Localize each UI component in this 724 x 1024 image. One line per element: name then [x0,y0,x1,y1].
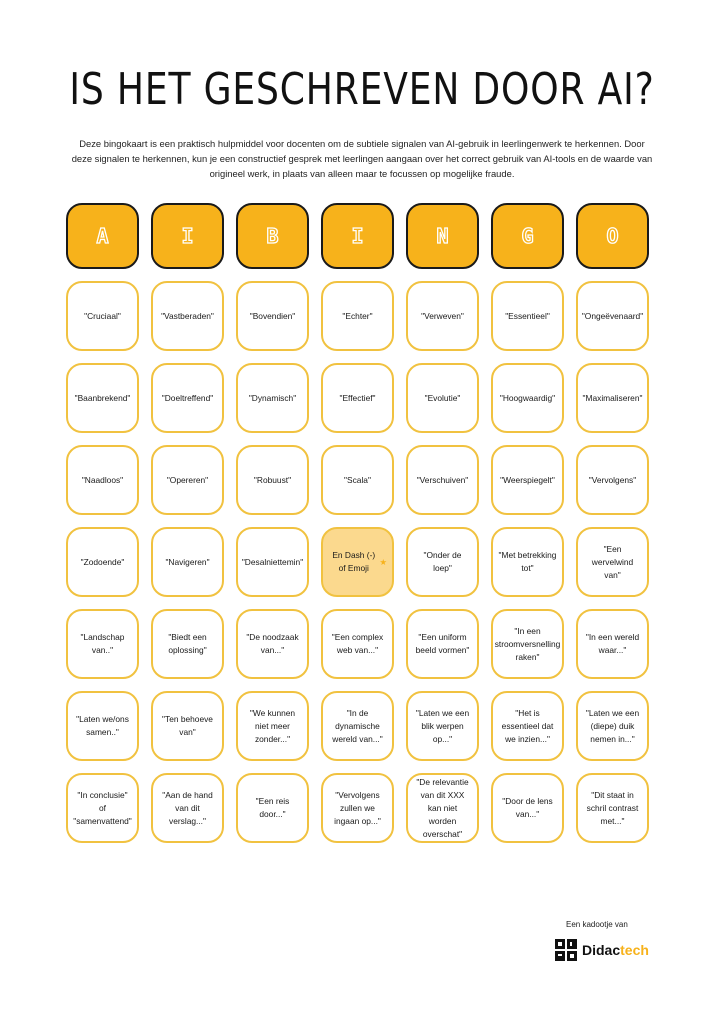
bingo-cell: "Weerspiegelt" [491,445,564,515]
bingo-cell: "Laten we een (diepe) duik nemen in..." [576,691,649,761]
header-cell-i2 [321,203,394,269]
bingo-grid [66,203,651,843]
star-icon: ★ [379,556,387,567]
intro-paragraph: Deze bingokaart is een praktisch hulpmiddel voor docenten om de subtiele signalen van AI-gebruik in leerlingenwerk te herkennen. Door deze signalen te herkennen, kun je een constructief gesprek met leerlingen aangaan over het correct gebruik van AI-tools en de waarde van origineel werk, in plaats van alleen maar te focussen op mogelijke fraude. [71,138,653,179]
bingo-cell: "Robuust" [236,445,309,515]
bingo-cell: "Hoogwaardig" [491,363,564,433]
bingo-cell: "Door de lens van..." [491,773,564,843]
bingo-cell: "Opereren" [151,445,224,515]
header-cell-b [236,203,309,269]
logo-text-accent: tech [620,942,649,958]
bingo-cell: "Bovendien" [236,281,309,351]
bingo-cell: "Evolutie" [406,363,479,433]
bingo-cell: "In een stroomversnelling raken" [491,609,564,679]
header-letter: G [521,224,534,248]
bingo-cell: "Cruciaal" [66,281,139,351]
logo-text-main: Didac [582,942,621,958]
header-letter: I [181,224,194,248]
bingo-cell: "Vastberaden" [151,281,224,351]
bingo-cell: "In conclusie" of "samenvattend" [66,773,139,843]
puzzle-icon [554,938,578,962]
header-cell-i [151,203,224,269]
bingo-cell: "Effectief" [321,363,394,433]
header-cell-g [491,203,564,269]
bingo-cell: "Aan de hand van dit verslag..." [151,773,224,843]
bingo-cell: "Een complex web van..." [321,609,394,679]
bingo-cell: "Onder de loep" [406,527,479,597]
bingo-cell: "Naadloos" [66,445,139,515]
bingo-cell: "Maximaliseren" [576,363,649,433]
bingo-cell: "Dynamisch" [236,363,309,433]
header-cell-n [406,203,479,269]
bingo-cell: "Baanbrekend" [66,363,139,433]
bingo-cell: "We kunnen niet meer zonder..." [236,691,309,761]
bingo-cell: "Dit staat in schril contrast met..." [576,773,649,843]
header-letter: A [96,224,109,248]
bingo-cell: "Een reis door..." [236,773,309,843]
header-cell-o [576,203,649,269]
bingo-cell: "Scala" [321,445,394,515]
header-cell-a [66,203,139,269]
bingo-cell: "Ten behoeve van" [151,691,224,761]
bingo-cell: "De noodzaak van..." [236,609,309,679]
header-letter: N [436,224,449,248]
bingo-cell: "Ongeëvenaard" [576,281,649,351]
bingo-cell: "De relevantie van dit XXX kan niet worden overschat" [406,773,479,843]
page-title: IS HET GESCHREVEN DOOR AI? [69,64,655,115]
header-letter: B [266,224,279,248]
free-cell [321,527,394,597]
bingo-cell: "Desalniettemin" [236,527,309,597]
bingo-cell: "Doeltreffend" [151,363,224,433]
bingo-cell: "In een wereld waar..." [576,609,649,679]
bingo-cell: "Vervolgens zullen we ingaan op..." [321,773,394,843]
bingo-cell: "Navigeren" [151,527,224,597]
header-letter: O [606,224,619,248]
bingo-cell: "Zodoende" [66,527,139,597]
footer-note: Een kadootje van [566,920,628,929]
bingo-cell: "Een wervelwind van" [576,527,649,597]
bingo-cell: "Verschuiven" [406,445,479,515]
bingo-cell: "In de dynamische wereld van..." [321,691,394,761]
free-cell-text: En Dash (-) of Emoji [332,550,376,573]
bingo-cell: "Echter" [321,281,394,351]
bingo-cell: "Landschap van.." [66,609,139,679]
bingo-cell: "Laten we/ons samen.." [66,691,139,761]
bingo-cell: "Vervolgens" [576,445,649,515]
bingo-cell: "Laten we een blik werpen op..." [406,691,479,761]
bingo-cell: "Met betrekking tot" [491,527,564,597]
didactech-logo [554,935,649,965]
header-letter: I [351,224,364,248]
bingo-cell: "Verweven" [406,281,479,351]
bingo-cell: "Essentieel" [491,281,564,351]
bingo-cell: "Een uniform beeld vormen" [406,609,479,679]
bingo-cell: "Het is essentieel dat we inzien..." [491,691,564,761]
bingo-cell: "Biedt een oplossing" [151,609,224,679]
